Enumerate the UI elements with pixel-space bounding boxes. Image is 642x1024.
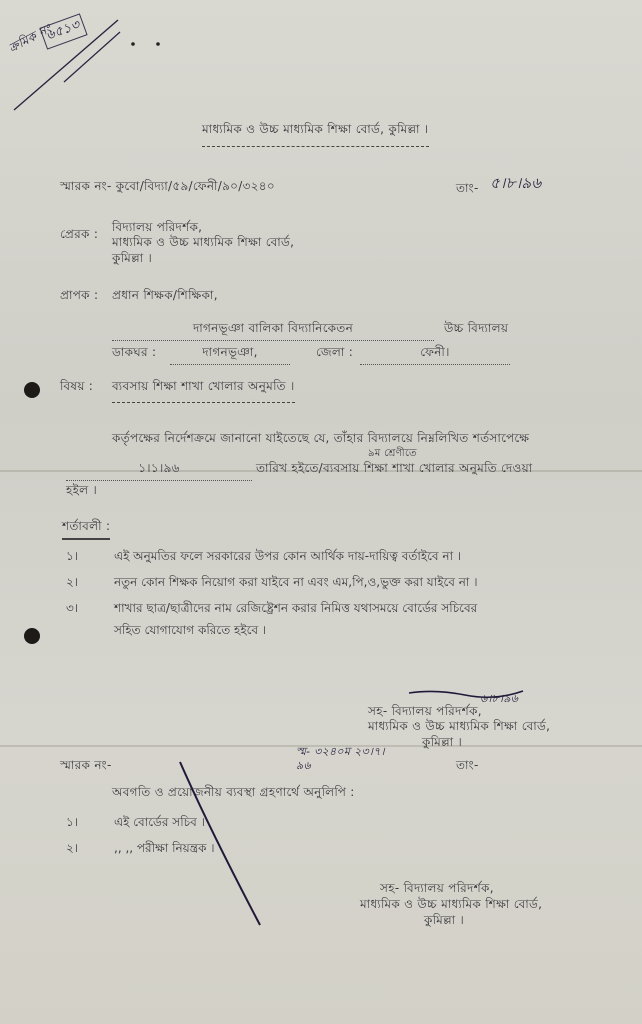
condition-text: নতুন কোন শিক্ষক নিয়োগ করা যাইবে না এবং এম,পি,ও,ভুক্ত করা যাইবে না ।	[114, 575, 478, 589]
signature1-line3: কুমিল্লা ।	[422, 735, 463, 749]
copy-number: ২।	[66, 841, 79, 855]
body-line3: হইল ।	[66, 483, 98, 497]
from-line3: কুমিল্লা ।	[112, 251, 153, 265]
subject-text: ব্যবসায় শিক্ষা শাখা খোলার অনুমতি ।	[112, 378, 295, 403]
copies-heading: অবগতি ও প্রয়োজনীয় ব্যবস্থা গ্রহণার্থে অনুলিপি :	[112, 785, 355, 799]
signature1-mark: ৬।৮।৯৬	[480, 692, 519, 705]
to-label: প্রাপক :	[60, 288, 99, 302]
copy-number: ১।	[66, 815, 79, 829]
signature2-title: সহ- বিদ্যালয় পরিদর্শক,	[380, 881, 494, 895]
to-post: দাগনভূঞা,	[170, 344, 290, 365]
signature1-line2: মাধ্যমিক ও উচ্চ মাধ্যমিক শিক্ষা বোর্ড,	[368, 719, 551, 733]
corner-stroke	[0, 0, 160, 120]
punch-hole	[24, 628, 40, 644]
copy-text: ,, ,, পরীক্ষা নিয়ন্ত্রক ।	[114, 841, 215, 855]
memo2-ref: স্মারক নং-	[60, 758, 112, 772]
memo-date-label: তাং-	[456, 181, 479, 195]
to-post-label: ডাকঘর :	[112, 345, 157, 359]
body-class-note: ৯ম শ্রেণীতে	[368, 448, 417, 459]
signature2-line2: মাধ্যমিক ও উচ্চ মাধ্যমিক শিক্ষা বোর্ড,	[360, 897, 543, 911]
to-district: ফেনী।	[360, 344, 510, 365]
punch-hole	[24, 382, 40, 398]
to-district-label: জেলা :	[316, 345, 354, 359]
from-line1: বিদ্যালয় পরিদর্শক,	[112, 220, 203, 234]
pen-stroke	[170, 760, 270, 930]
body-line1: কর্তৃপক্ষের নির্দেশক্রমে জানানো যাইতেছে যে, তাঁহার বিদ্যালয়ে নিম্নলিখিত শর্তসাপেক্ষে	[112, 431, 530, 445]
condition-number: ১।	[66, 549, 79, 563]
condition-text: সহিত যোগাযোগ করিতে হইবে ।	[114, 623, 267, 637]
corner-note: ক্রমিক নং	[6, 21, 54, 56]
subject-label: বিষয় :	[60, 379, 94, 393]
memo2-date-label: তাং-	[456, 758, 479, 772]
condition-text: শাখার ছাত্র/ছাত্রীদের নাম রেজিষ্ট্রেশন করার নিমিত্ত যথাসময়ে বোর্ডের সচিবের	[114, 601, 478, 615]
to-school: দাগনভূঞা বালিকা বিদ্যানিকেতন	[112, 320, 434, 341]
memo-ref: স্মারক নং- কুবো/বিদ্যা/৫৯/ফেনী/৯০/৩২৪০	[60, 179, 275, 193]
copy-text: এই বোর্ডের সচিব ।	[114, 815, 205, 829]
memo-date-value: ৫।৮।৯৬	[490, 174, 542, 192]
from-label: প্রেরক :	[60, 227, 99, 241]
body-date-filled: ১।১।৯৬	[66, 460, 252, 481]
signature2-line3: কুমিল্লা ।	[424, 913, 465, 927]
to-line1: প্রধান শিক্ষক/শিক্ষিকা,	[112, 288, 218, 302]
corner-number: ৬৫১৩	[39, 13, 87, 49]
to-school-suffix: উচ্চ বিদ্যালয়	[444, 321, 509, 335]
memo2-hand: স্ম- ৩২৪০ম ২৩।৭।৯৬	[296, 745, 385, 772]
condition-text: এই অনুমতির ফলে সরকারের উপর কোন আর্থিক দায়-দায়িত্ব বর্তাইবে না ।	[114, 549, 462, 563]
condition-number: ৩।	[66, 601, 79, 615]
conditions-heading: শর্তাবলী :	[62, 518, 110, 540]
body-line2: তারিখ হইতে/ব্যবসায় শিক্ষা শাখা খোলার অনুমতি দেওয়া	[256, 461, 533, 475]
from-line2: মাধ্যমিক ও উচ্চ মাধ্যমিক শিক্ষা বোর্ড,	[112, 235, 295, 249]
condition-number: ২।	[66, 575, 79, 589]
signature1-title: সহ- বিদ্যালয় পরিদর্শক,	[368, 704, 482, 718]
page-title: মাধ্যমিক ও উচ্চ মাধ্যমিক শিক্ষা বোর্ড, কুমিল্লা ।	[202, 121, 429, 147]
